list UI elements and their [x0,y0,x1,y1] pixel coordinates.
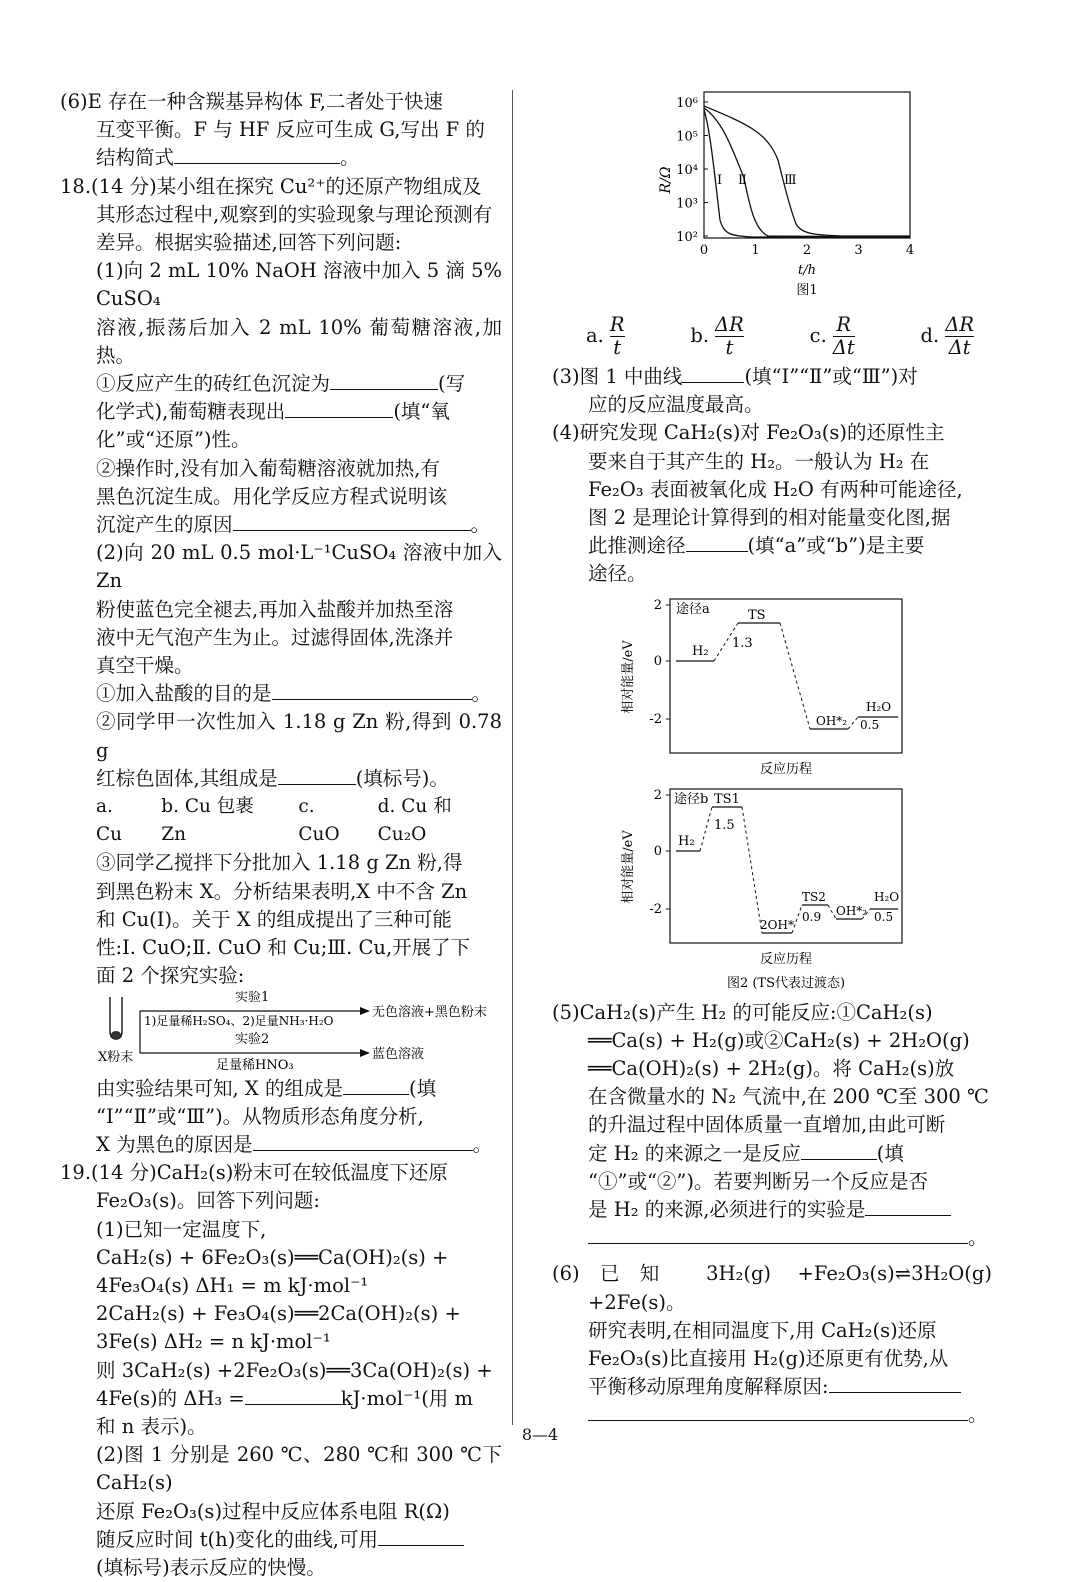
fig2b-label: H₂ [678,833,695,849]
answer-blank[interactable] [253,1132,473,1151]
numerator: ΔR [945,313,974,336]
denominator: Δt [948,336,971,359]
option-fraction [945,314,974,359]
fig2b-label: 0.9 [802,909,822,924]
exp2-label: 实验2 [235,1031,270,1047]
column-divider [512,90,513,1425]
option-a: a. Cu [96,796,123,846]
answer-blank[interactable] [285,399,393,418]
fig2b-label: 2OH* [760,917,794,932]
option-fraction [833,314,855,359]
fig2b-label: 1.5 [714,817,735,833]
answer-blank[interactable] [343,1076,409,1095]
fig2a-ytick: 2 [653,597,662,613]
page-footer: 8—4 [521,1425,559,1444]
q18-1b: ②操作时,没有加入葡萄糖溶液就加热,有 黑色沉淀生成。用化学反应方程式说明该 沉淀产生的原因 。 [96,456,491,537]
experiment-diagram [60,991,502,1075]
q19-1: (1)已知一定温度下, CaH₂(s) + 6Fe₂O₃(s)══Ca(OH)₂(s) + 4Fe₃O₄(s) ΔH₁ = m kJ·mol⁻¹ 2CaH₂(s) + Fe₃O₄(s)══2Ca(OH)₂(s) + 3Fe(s) ΔH₂ = n kJ·mol⁻¹ 则 3CaH₂(s) +2Fe₂O₃(s)══3Ca(OH)₂(s) + 4Fe(s)的 ΔH₃ = kJ·mol⁻¹(用 m 和 n 表示)。 [96,1217,493,1438]
q18-2: (2)向 20 mL 0.5 mol·L⁻¹CuSO₄ 溶液中加入 Zn 粉使蓝色完全褪去,再加入盐酸并加热至溶 液中无气泡产生为止。过滤得固体,洗涤并 真空干燥。 [96,541,502,678]
fig1-ytick: 10³ [676,196,698,212]
option-d[interactable] [921,314,974,359]
q19-2: (2)图 1 分别是 260 ℃、280 ℃和 300 ℃下 CaH₂(s) 还原 Fe₂O₃(s)过程中反应体系电阻 R(Ω) 随反应时间 t(h)变化的曲线,可用 (填标号)表示反应的快慢。 [96,1443,502,1579]
figure-1-chart [552,88,992,308]
fig1-ytick: 10⁴ [676,163,698,178]
fig2a-ytick: -2 [649,711,662,727]
fig1-frame [704,92,910,238]
q19-6: (6)已知 3H₂(g) +Fe₂O₃(s)⇌3H₂O(g) +2Fe(s)。 研究表明,在相同温度下,用 CaH₂(s)还原 Fe₂O₃(s)比直接用 H₂(g)还原更有优势,从 平衡移动原理角度解释原因: 。 [552,1262,992,1427]
option-d: d. Cu 和 Cu₂O [377,796,452,846]
q18-head: 18.(14 分)某小组在探究 Cu²⁺的还原产物组成及 其形态过程中,观察到的实验现象与理论预测有 差异。根据实验描述,回答下列问题: [60,174,493,255]
fig1-caption: 图1 [796,283,818,298]
numerator: ΔR [715,313,744,336]
fig1-ytick: 10² [676,230,698,245]
curve-II [704,108,910,237]
exp1-label: 实验1 [235,990,270,1005]
option-fraction [610,314,625,359]
answer-blank[interactable] [378,1527,464,1546]
left-column [60,88,502,1582]
fig2a-title: 途径a [676,601,710,617]
q18-2b-options [60,793,502,849]
fig2a-ytick: 0 [653,653,662,669]
numerator: R [609,313,625,336]
denominator: t [725,336,734,359]
q19-2-options [552,314,992,359]
fig1-ylabel: R/Ω [658,166,674,194]
sample-label: X粉末 [98,1049,134,1065]
numerator: R [836,313,852,336]
fig1-ytick: 10⁵ [676,129,698,145]
fig2b-title: 途径b [674,791,709,807]
q18-2b: ②同学甲一次性加入 1.18 g Zn 粉,得到 0.78 g 红棕色固体,其组成是 (填标号)。 [96,710,502,790]
fig2b-label: OH*₂ [836,903,868,918]
fig2b-xlabel: 反应历程 [759,951,813,967]
fig1-xlabel: t/h [798,263,816,278]
q18-1a: ①反应产生的砖红色沉淀为 (写 化学式),葡萄糖表现出 (填“氧 化”或“还原”)性。 [96,372,466,452]
option-fraction [715,314,744,359]
fig2b-ytick: 0 [653,843,662,859]
fig2b-label: TS2 [802,889,826,904]
fig2-caption: 图2 (TS代表过渡态) [726,975,846,991]
answer-blank[interactable] [245,1386,341,1405]
fig2b-label: 0.5 [874,909,894,924]
fig2a-label: H₂ [692,643,709,659]
curve-II-label: Ⅱ [738,173,747,188]
answer-blank[interactable] [233,512,471,531]
q19-head: 19.(14 分)CaH₂(s)粉末可在较低温度下还原 Fe₂O₃(s)。回答下列问题: [60,1161,448,1213]
exp1-result: 无色溶液+黑色粉末 [372,1004,487,1020]
test-tube-icon [110,997,122,1039]
answer-blank[interactable] [174,145,340,164]
denominator: t [613,336,622,359]
q19-3: (3)图 1 中曲线 (填“Ⅰ”“Ⅱ”或“Ⅲ”)对 应的反应温度最高。 [552,365,918,417]
fig2a-label: OH*₂ [816,713,848,728]
option-b[interactable] [690,314,743,359]
figure-2a-energy-diagram [552,595,992,781]
answer-blank[interactable] [272,681,472,700]
q19-5: (5)CaH₂(s)产生 H₂ 的可能反应:①CaH₂(s) ══Ca(s) + H₂(g)或②CaH₂(s) + 2H₂O(g) ══Ca(OH)₂(s) + 2H₂(g)。将 CaH₂(s)放 在含微量水的 N₂ 气流中,在 200 ℃至 300 ℃ 的升温过程中固体质量一直增加,由此可断 定 H₂ 的来源之一是反应 (填 “①”或“②”)。若要判断另一个反应是否 是 H₂ 的来源,必须进行的实验是 。 [552,1000,989,1250]
fig1-xtick: 3 [854,243,863,258]
fig2a-xlabel: 反应历程 [759,761,813,777]
fig1-ytick: 10⁶ [676,96,698,111]
figure-2b-energy-diagram [552,785,992,997]
fig2a-label: TS [748,607,766,623]
option-a[interactable] [586,314,625,359]
curve-I [704,110,910,237]
answer-blank[interactable] [801,1141,877,1160]
answer-blank[interactable] [588,1402,968,1421]
curve-III [704,106,910,236]
fig2b-ytick: -2 [649,901,662,917]
option-b: b. Cu 包裹 Zn [161,796,254,846]
option-c[interactable] [810,314,855,359]
q18-1: (1)向 2 mL 10% NaOH 溶液中加入 5 滴 5% CuSO₄ 溶液,振荡后加入 2 mL 10% 葡萄糖溶液,加热。 [96,259,502,367]
fig1-xtick: 1 [751,243,760,258]
q18-2a: ①加入盐酸的目的是 。 [96,682,492,706]
option-letter: b. [690,324,710,348]
answer-blank[interactable] [829,1374,961,1393]
exp1-reagent: 1)足量稀H₂SO₄、2)足量NH₃·H₂O [144,1013,334,1028]
q17-6: (6)E 存在一种含羰基异构体 F,二者处于快速 互变平衡。F 与 HF 反应可生成 G,写出 F 的 结构简式 。 [60,90,485,170]
q19-4: (4)研究发现 CaH₂(s)对 Fe₂O₃(s)的还原性主 要来自于其产生的 H₂。一般认为 H₂ 在 Fe₂O₃ 表面被氧化成 H₂O 有两种可能途径, 图 2 是理论计算得到的相对能量变化图,据 此推测途径 (填“a”或“b”)是主要 途径。 [552,421,963,586]
fig2b-label: TS1 [714,791,740,807]
fig1-xtick: 4 [905,243,915,258]
q18-2d: 由实验结果可知, X 的组成是 (填 “Ⅰ”“Ⅱ”或“Ⅲ”)。从物质形态角度分析, X 为黑色的原因是 。 [96,1076,493,1156]
fig2b-label: H₂O [874,889,900,904]
fig1-xtick: 2 [802,243,812,258]
option-letter: a. [586,324,604,348]
answer-blank[interactable] [686,533,748,552]
option-letter: c. [809,324,827,348]
option-c: c. CuO [298,796,340,846]
fig1-xtick: 0 [699,243,709,258]
q18-2c: ③同学乙搅拌下分批加入 1.18 g Zn 粉,得 到黑色粉末 X。分析结果表明,X 中不含 Zn 和 Cu(Ⅰ)。关于 X 的组成提出了三种可能 性:Ⅰ. CuO;Ⅱ. CuO 和 Cu;Ⅲ. Cu,开展了下 面 2 个探究实验: [96,851,471,988]
fig2a-ylabel: 相对能量/eV [621,639,636,714]
answer-blank[interactable] [330,371,438,390]
curve-I-label: Ⅰ [717,173,723,188]
right-column [552,88,992,1430]
exp2-result: 蓝色溶液 [372,1046,425,1062]
curve-III-label: Ⅲ [784,173,797,188]
answer-blank[interactable] [865,1197,951,1216]
fig2a-label: H₂O [866,699,892,714]
fig2a-label: 1.3 [732,635,753,651]
fig2b-ylabel: 相对能量/eV [621,829,636,904]
denominator: Δt [832,336,855,359]
fig2b-ytick: 2 [653,787,662,803]
answer-blank[interactable] [588,1225,968,1244]
answer-blank[interactable] [682,364,744,383]
answer-blank[interactable] [278,766,356,785]
option-letter: d. [920,324,940,348]
exp2-reagent: 足量稀HNO₃ [216,1057,294,1073]
fig2a-label: 0.5 [860,717,880,732]
